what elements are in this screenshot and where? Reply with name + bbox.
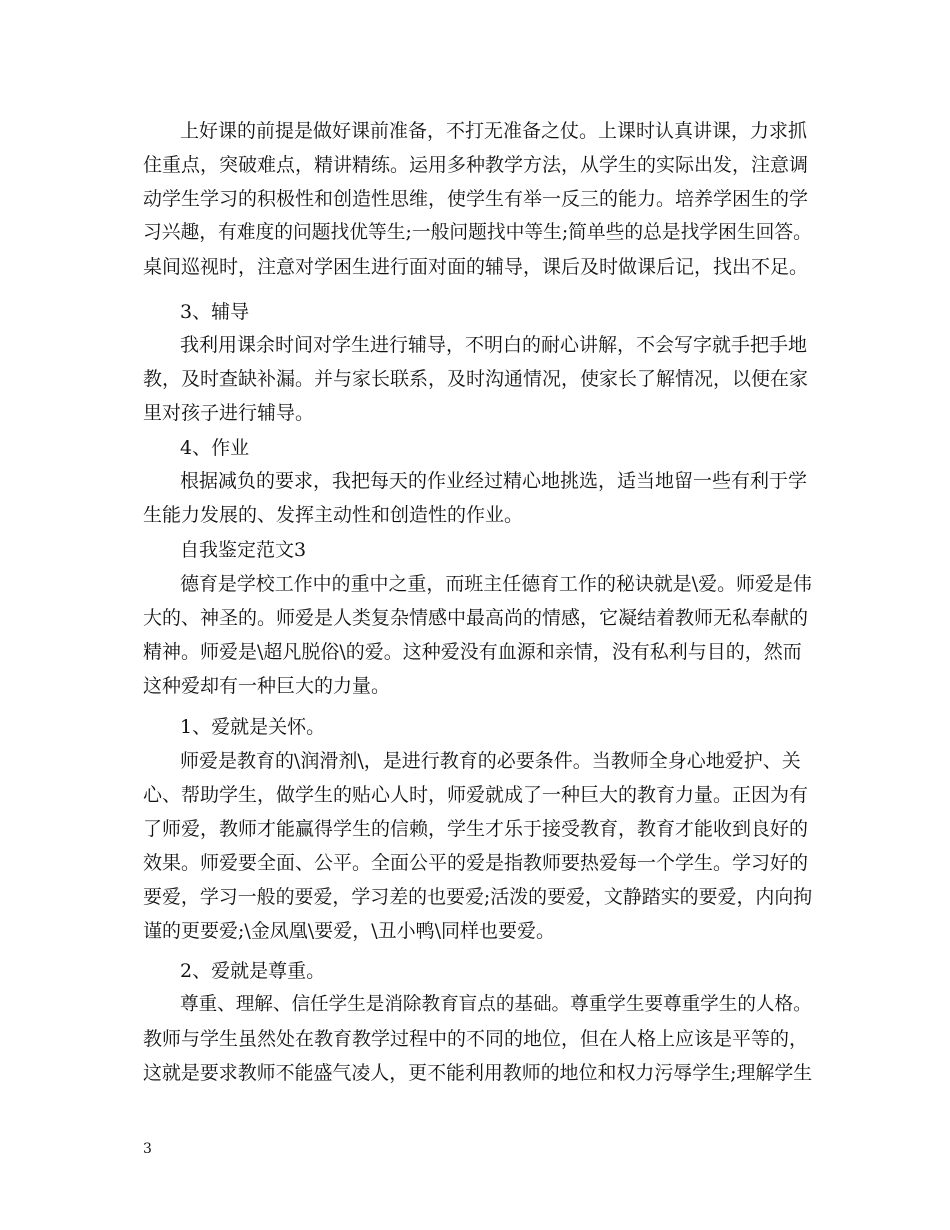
text-line: 里对孩子进行辅导。 [143, 402, 315, 424]
text-line: 要爱，学习一般的要爱，学习差的也要爱;活泼的要爱，文静踏实的要爱，内向拘 [143, 886, 813, 908]
text-line: 教师与学生虽然处在教育教学过程中的不同的地位，但在人格上应该是平等的， [143, 1028, 809, 1050]
text-line: 桌间巡视时，注意对学困生进行面对面的辅导，课后及时做课后记，找出不足。 [143, 256, 809, 278]
text-line: 住重点，突破难点，精讲精练。运用多种教学方法，从学生的实际出发，注意调 [143, 154, 809, 176]
text-line: 动学生学习的积极性和创造性思维，使学生有举一反三的能力。培养学困生的学 [143, 188, 809, 210]
text-line: 效果。师爱要全面、公平。全面公平的爱是指教师要热爱每一个学生。学习好的 [143, 852, 809, 874]
text-line: 习兴趣，有难度的问题找优等生;一般问题找中等生;简单些的总是找学困生回答。 [143, 222, 812, 243]
section-heading: 4、作业 [180, 437, 250, 459]
text-line: 这就是要求教师不能盛气凌人，更不能利用教师的地位和权力污辱学生;理解学生 [143, 1062, 813, 1084]
text-line: 教，及时查缺补漏。并与家长联系，及时沟通情况，使家长了解情况，以便在家 [143, 368, 809, 390]
text-line: 德育是学校工作中的重中之重，而班主任德育工作的秘诀就是\爱。师爱是伟 [180, 573, 812, 595]
text-line: 了师爱，教师才能赢得学生的信赖，学生才乐于接受教育，教育才能收到良好的 [143, 818, 809, 840]
section-heading: 3、辅导 [180, 301, 250, 323]
text-line: 这种爱却有一种巨大的力量。 [143, 675, 391, 697]
text-line: 上好课的前提是做好课前准备，不打无准备之仗。上课时认真讲课，力求抓 [180, 120, 808, 142]
text-line: 谨的更要爱;\金凤凰\要爱，\丑小鸭\同样也要爱。 [143, 920, 556, 942]
text-line: 精神。师爱是\超凡脱俗\的爱。这种爱没有血源和亲情，没有私利与目的，然而 [143, 641, 802, 663]
section-heading: 1、爱就是关怀。 [180, 716, 326, 738]
text-line: 根据减负的要求，我把每天的作业经过精心地挑选，适当地留一些有利于学 [180, 470, 808, 492]
text-line: 生能力发展的、发挥主动性和创造性的作业。 [143, 504, 524, 526]
page-number: 3 [143, 1141, 152, 1157]
text-line: 大的、神圣的。师爱是人类复杂情感中最高尚的情感，它凝结着教师无私奉献的 [143, 607, 809, 629]
section-title: 自我鉴定范文3 [180, 539, 307, 561]
text-line: 心、帮助学生，做学生的贴心人时，师爱就成了一种巨大的教育力量。正因为有 [143, 784, 809, 806]
text-line: 尊重、理解、信任学生是消除教育盲点的基础。尊重学生要尊重学生的人格。 [180, 994, 812, 1015]
text-line: 师爱是教育的\润滑剂\，是进行教育的必要条件。当教师全身心地爱护、关 [180, 750, 801, 772]
section-heading: 2、爱就是尊重。 [180, 960, 326, 982]
text-line: 我利用课余时间对学生进行辅导，不明白的耐心讲解，不会写字就手把手地 [180, 334, 808, 356]
